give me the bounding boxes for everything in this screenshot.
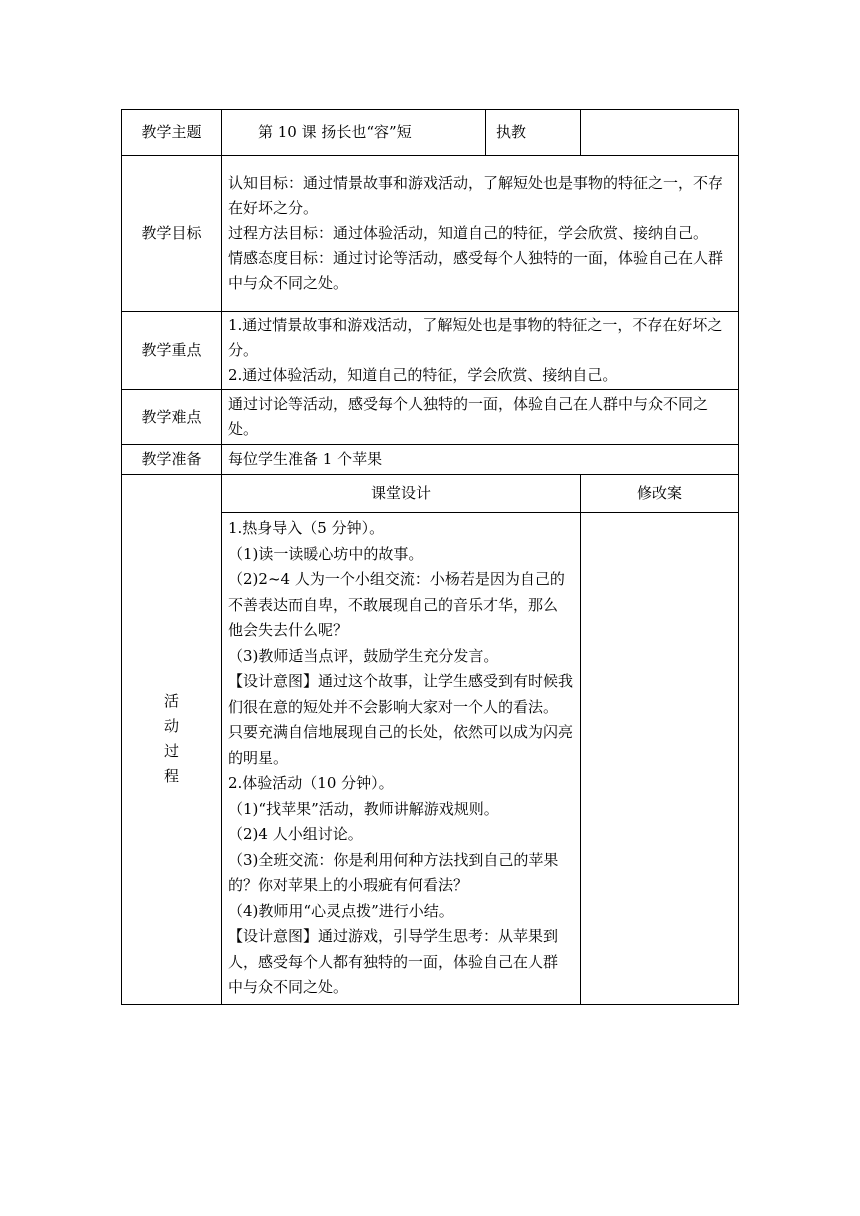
teacher-label: 执教 <box>486 110 581 156</box>
design-line: 【设计意图】通过游戏，引导学生思考：从苹果到人，感受每个人都有独特的一面，体验自己在人群 <box>228 927 559 971</box>
design-line: （3)教师适当点评，鼓励学生充分发言。 <box>228 646 499 665</box>
design-line: （1)读一读暖心坊中的故事。 <box>228 544 424 563</box>
key-points-row <box>122 312 739 390</box>
design-line: 【设计意图】通过这个故事，让学生感受到有时候我们很在意的短处并不会影响大家对一个人的看法。 <box>228 672 574 716</box>
design-line: 1.热身导入（5 分钟）。 <box>228 519 385 537</box>
activity-label-char: 活 <box>163 692 179 711</box>
revision-header: 修改案 <box>581 475 739 513</box>
activity-label <box>122 475 222 1005</box>
design-line: （4)教师用“心灵点拨”进行小结。 <box>228 901 454 920</box>
design-line: （2)4 人小组讨论。 <box>228 825 363 843</box>
design-line: （2)2~4 人为一个小组交流：小杨若是因为自己的不善表达而自卑，不敢展现自己的音乐才华，那么 <box>228 570 565 614</box>
difficulties-content: 通过讨论等活动，感受每个人独特的一面，体验自己在人群中与众不同之处。 <box>222 390 739 445</box>
design-header: 课堂设计 <box>222 475 581 513</box>
design-line: 中与众不同之处。 <box>228 978 349 996</box>
key-point-1: 1.通过情景故事和游戏活动，了解短处也是事物的特征之一，不存在好坏之分。 <box>228 316 723 359</box>
difficulties-row <box>122 390 739 445</box>
activity-header-row <box>122 475 739 513</box>
revision-content <box>581 513 739 1005</box>
teacher-value <box>581 110 739 156</box>
key-point-2: 2.通过体验活动，知道自己的特征，学会欣赏、接纳自己。 <box>228 366 618 384</box>
topic-label: 教学主题 <box>122 110 222 156</box>
difficulties-label: 教学难点 <box>122 390 222 445</box>
objectives-row <box>122 156 739 312</box>
preparation-content: 每位学生准备 1 个苹果 <box>222 445 739 475</box>
design-line: （3)全班交流：你是利用何种方法找到自己的苹果的？你对苹果上的小瑕疵有何看法？ <box>228 850 559 894</box>
objective-process: 过程方法目标：通过体验活动，知道自己的特征，学会欣赏、接纳自己。 <box>228 224 709 242</box>
objective-emotion: 情感态度目标：通过讨论等活动，感受每个人独特的一面，体验自己在人群中与众不同之处。 <box>228 249 724 292</box>
design-line: 他会失去什么呢？ <box>228 621 349 639</box>
design-line: 2.体验活动（10 分钟）。 <box>228 774 394 792</box>
objective-cognitive: 认知目标：通过情景故事和游戏活动，了解短处也是事物的特征之一，不存在好坏之分。 <box>228 174 724 217</box>
activity-label-char: 动 <box>163 717 179 736</box>
objectives-content <box>222 156 739 312</box>
key-points-content <box>222 312 739 390</box>
activity-label-char: 过 <box>163 742 179 761</box>
topic-row <box>122 110 739 156</box>
design-content <box>222 513 581 1005</box>
key-points-label: 教学重点 <box>122 312 222 390</box>
lesson-title: 第 10 课 扬长也“容”短 <box>222 110 486 156</box>
design-line: 只要充满自信地展现自己的长处，依然可以成为闪亮的明星。 <box>228 723 574 767</box>
preparation-row <box>122 445 739 475</box>
preparation-label: 教学准备 <box>122 445 222 475</box>
objectives-label: 教学目标 <box>122 156 222 312</box>
activity-label-char: 程 <box>163 767 179 786</box>
design-line: （1)“找苹果”活动，教师讲解游戏规则。 <box>228 799 499 818</box>
lesson-plan-table <box>121 109 739 1005</box>
